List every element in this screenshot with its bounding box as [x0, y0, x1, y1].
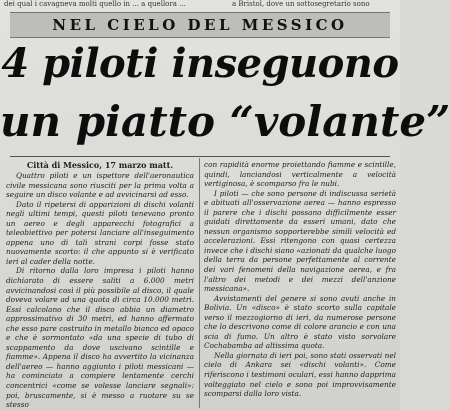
article-column-right [204, 160, 396, 399]
previous-article-fragment [0, 0, 400, 12]
top-strip-right: a Bristol, dove un sottosegretario sono [232, 0, 370, 8]
article-column-left [6, 160, 194, 410]
column-divider [199, 158, 200, 408]
article-paragraph: I piloti — che sono persone di indiscussa serietà e abituati all'osservazione aerea — hanno espresso il parere che i dischi possano difficilmente esser guidati direttamente da esseri umani, dato che nessun organismo sopporterebbe simili velocità ed accelerazioni. Essi ritengono con quasi certezza invece che i dischi siano «azionati da qualche luogo della terra da persone perfettamente al corrente dei vari fenomeni della navigazione aerea, e fra l'altro dei metodi e dei mezzi dell'anzione messicana». [204, 188, 396, 294]
top-strip-left: dei qual i cavagneva molti quello in ... a quellora ... [4, 0, 186, 8]
article-paragraph: Avvistamenti del genere si sono avuti anche in Bolivia. Un «disco» è stato scorto sulla capitale verso il mezzogiorno di ieri, da numerose persone che lo descrivono come di colore arancio e con una scia di fumo. Un altro è stato visto sorvolare Cochabamba ad altissima quota. [204, 293, 396, 351]
dateline: Città di Messico, 17 marzo matt. [26, 160, 174, 170]
article-paragraph: Nella giornata di ieri poi, sono stati osservati nel cielo di Ankara sei «dischi volanti». Come riferiscono i testimoni oculari, essi hanno dapprima volteggiato nel cielo e sono poi improvvisamente scomparsi dalla loro vista. [204, 350, 396, 399]
kicker-headline: NEL CIELO DEL MESSICO [10, 12, 390, 38]
article-paragraph: Quattro piloti e un ispettore dell'aeronautica civile messicana sono riusciti per la prima volta a seguire un disco volante e ad avvicinarsi ad esso. [6, 171, 194, 200]
article-paragraph: Di ritorno dalla loro impresa i piloti hanno dichiarato di essere saliti a 6.000 metri avvicinandosi così il più possibile al disco, il quale doveva volare ad una quota di circa 10.000 metri. Essi calcolano che il disco abbia un diametro approssimativo di 30 metri, ed hanno affermato che esso pare costruito in metallo bianco ed opaco e che è sormontato «da una specie di tubo di scappamento da dove uscivano scintille e fiamme». Appena il disco ha avvertito la vicinanza dell'aereo — hanno aggiunto i piloti messicani — ha cominciato a compiere lentamente cerchi concentrici «come se volesse lanciare segnali»: poi, bruscamente, si è messo a ruotare su se stesso [6, 266, 194, 410]
headline-rule [10, 156, 390, 157]
article-paragraph: Dato il ripetersi di apparizioni di dischi volanti negli ultimi tempi, questi piloti tenevano pronto un aereo e degli apparecchi fotografici a teleobiettivo per potersi lanciare all'inseguimento appena uno di tali strani corpi fosse stato nuovamente scorto: il che appunto si è verificato ieri al cader della notte. [6, 199, 194, 266]
headline-line-1: 4 piloti inseguono [1, 40, 399, 87]
article-paragraph: con rapidità enorme proiettando fiamme e scintille, quindi, lanciandosi verticalmente a velocità vertiginosa, è scomparso fra le nubi. [204, 160, 396, 189]
headline-line-2: un piatto “volante” [0, 97, 450, 146]
